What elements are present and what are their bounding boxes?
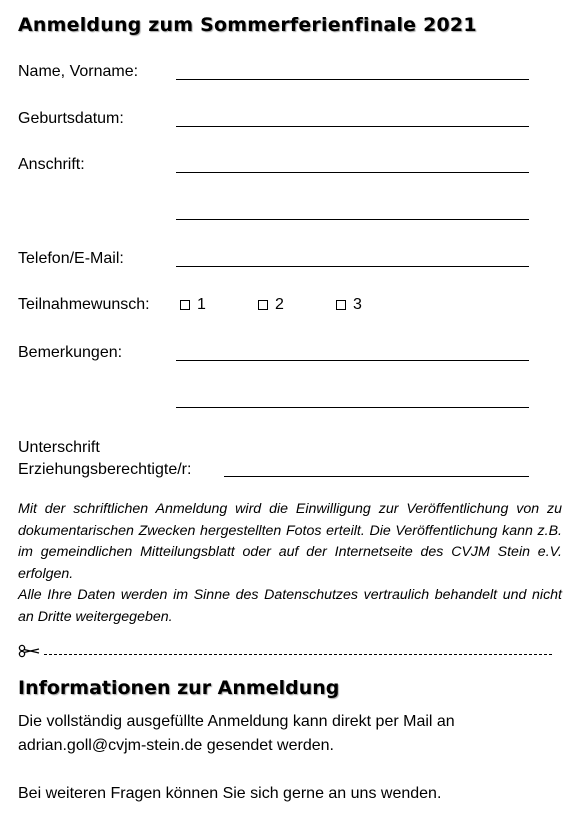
input-line-remarks-1[interactable]: [176, 360, 529, 361]
option-1-label: 1: [197, 296, 206, 313]
label-remarks: Bemerkungen:: [18, 344, 123, 361]
info-line-1: Die vollständig ausgefüllte Anmeldung kann direkt per Mail an: [18, 713, 455, 730]
info-line-3: Bei weiteren Fragen können Sie sich gerne an uns wenden.: [18, 785, 442, 802]
page-title: Anmeldung zum Sommerferienfinale 2021: [18, 14, 477, 36]
input-line-remarks-2[interactable]: [176, 407, 529, 408]
info-line-2: adrian.goll@cvjm-stein.de gesendet werden.: [18, 737, 334, 754]
option-3[interactable]: [336, 296, 362, 314]
option-1[interactable]: [180, 296, 206, 314]
option-3-label: 3: [353, 296, 362, 313]
label-birthdate: Geburtsdatum:: [18, 110, 124, 127]
checkbox-icon[interactable]: [258, 300, 268, 310]
label-signature-line2: Erziehungsberechtigte/r:: [18, 461, 192, 478]
label-address: Anschrift:: [18, 156, 85, 173]
input-line-signature[interactable]: [224, 476, 529, 477]
option-2[interactable]: [258, 296, 284, 314]
label-signature-line1: Unterschrift: [18, 439, 100, 456]
consent-paragraph-2: Alle Ihre Daten werden im Sinne des Datenschutzes vertraulich behandelt und nicht an Dritte weitergegeben.: [18, 587, 562, 625]
input-line-address-1[interactable]: [176, 172, 529, 173]
label-name: Name, Vorname:: [18, 63, 139, 80]
cut-line: [18, 644, 552, 661]
input-line-name[interactable]: [176, 79, 529, 80]
info-heading: Informationen zur Anmeldung: [18, 677, 340, 699]
input-line-address-2[interactable]: [176, 219, 529, 220]
checkbox-icon[interactable]: [336, 300, 346, 310]
option-2-label: 2: [275, 296, 284, 313]
consent-paragraph-1: Mit der schriftlichen Anmeldung wird die Einwilligung zur Veröffentlichung von zu dokumentarischen Zwecken hergestellten Fotos erteilt. Die Veröffentlichung kann z.B. im gemeindlichen Mitteilungsblatt oder auf der Internetseite des CVJM Stein e.V. erfolgen.: [18, 501, 562, 582]
input-line-birthdate[interactable]: [176, 126, 529, 127]
label-signature: [18, 437, 191, 481]
dashed-divider: [44, 654, 552, 655]
checkbox-icon[interactable]: [180, 300, 190, 310]
scissors-icon: [18, 644, 40, 661]
label-contact: Telefon/E-Mail:: [18, 250, 124, 267]
input-line-contact[interactable]: [176, 266, 529, 267]
label-participation-wish: Teilnahmewunsch:: [18, 296, 150, 313]
